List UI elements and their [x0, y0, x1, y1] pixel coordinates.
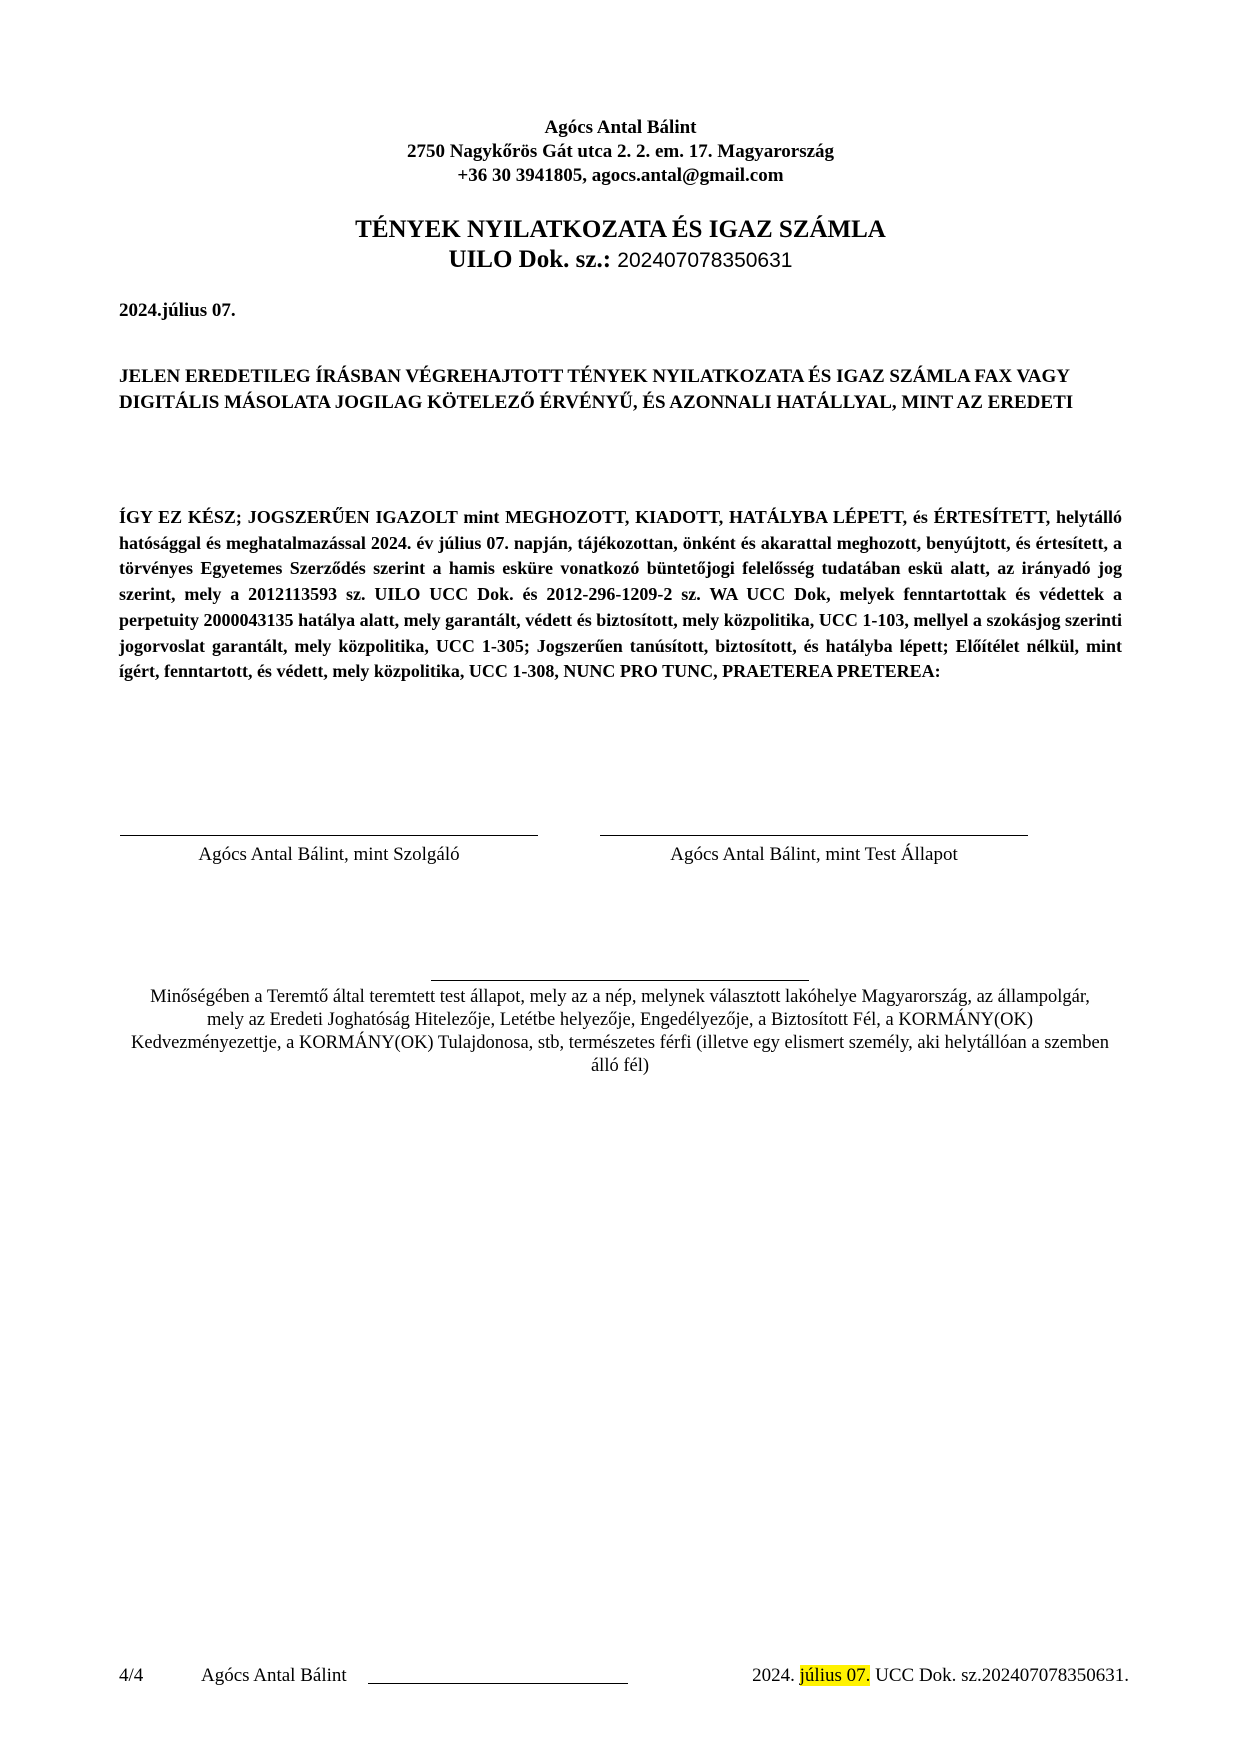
- signature-label: Agócs Antal Bálint, mint Test Állapot: [670, 844, 958, 865]
- page-footer: [119, 1665, 1129, 1691]
- sender-address: 2750 Nagykőrös Gát utca 2. 2. em. 17. Magyarország: [406, 141, 835, 162]
- signature-capacity: [130, 980, 1110, 1078]
- capacity-description: Minőségében a Teremtő által teremtett test állapot, mely az a nép, melynek választott lakóhelye Magyarország, az állampolgár, mely az Eredeti Joghatóság Hitelezője, Letétbe helyezője, Engedélyezője, a Biztosított Fél, a KORMÁNY(OK) Kedvezményezettje, a KORMÁNY(OK) Tulajdonosa, stb, természetes férfi (illetve egy elismert személy, aki helytállóan a szemben álló fél): [131, 987, 1109, 1076]
- doc-number-label: UILO Dok. sz.:: [448, 246, 612, 273]
- signature-body-state: [600, 835, 1028, 866]
- footer-doc-ref: UCC Dok. sz.202407078350631.: [875, 1665, 1129, 1686]
- footer-name: Agócs Antal Bálint: [201, 1665, 347, 1686]
- signature-servant: [120, 835, 538, 866]
- signature-line: [431, 980, 809, 981]
- validity-paragraph: JELEN EREDETILEG ÍRÁSBAN VÉGREHAJTOTT TÉNYEK NYILATKOZATA ÉS IGAZ SZÁMLA FAX VAGY DIGITÁLIS MÁSOLATA JOGILAG KÖTELEZŐ ÉRVÉNYŰ, ÉS AZONNALI HATÁLLYAL, MINT AZ EREDETI: [119, 366, 1074, 413]
- footer-year: 2024.: [752, 1665, 795, 1686]
- sender-header: [0, 116, 1241, 188]
- main-paragraph: ÍGY EZ KÉSZ; JOGSZERŰEN IGAZOLT mint MEGHOZOTT, KIADOTT, HATÁLYBA LÉPETT, és ÉRTESÍTETT, helytálló hatósággal és meghatalmazással 2024. év július 07. napján, tájékozottan, önként és akarattal meghozott, benyújtott, és értesített, a törvényes Egyetemes Szerződés szerint a hamis esküre vonatkozó büntetőjogi felelősség tudatában eskü alatt, az irányadó jog szerint, mely a 2012113593 sz. UILO UCC Dok. és 2012-296-1209-2 sz. WA UCC Dok, melyek fenntartottak és védettek a perpetuity 2000043135 hatálya alatt, mely garantált, védett és biztosított, mely közpolitika, UCC 1-103, mellyel a szokásjog szerinti jogorvoslat garantált, mely közpolitika, UCC 1-305; Jogszerűen tanúsított, biztosított, és hatályba lépett; Előítélet nélkül, mint ígért, fenntartott, és védett, mely közpolitika, UCC 1-308, NUNC PRO TUNC, PRAETEREA PRETEREA:: [119, 507, 1122, 682]
- signature-label: Agócs Antal Bálint, mint Szolgáló: [198, 844, 460, 865]
- document-title: [0, 215, 1241, 276]
- title-line: TÉNYEK NYILATKOZATA ÉS IGAZ SZÁMLA: [355, 216, 886, 243]
- doc-number: 202407078350631: [617, 249, 793, 272]
- footer-signature-line: [368, 1683, 628, 1684]
- page-number: 4/4: [119, 1665, 144, 1686]
- sender-contact: +36 30 3941805, agocs.antal@gmail.com: [457, 165, 784, 186]
- document-date: 2024.július 07.: [119, 300, 236, 321]
- sender-name: Agócs Antal Bálint: [544, 117, 697, 138]
- doc-number-line: [0, 245, 1241, 276]
- footer-highlighted-date: július 07.: [799, 1665, 871, 1686]
- signature-line: [600, 835, 1028, 836]
- signature-line: [120, 835, 538, 836]
- footer-reference: [752, 1665, 1129, 1687]
